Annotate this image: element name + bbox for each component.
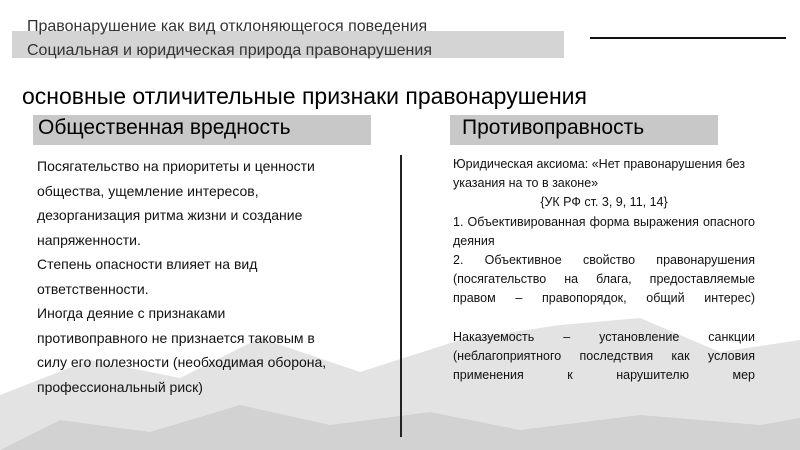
- legal-axiom: Юридическая аксиома: «Нет правонарушения без указания на то в законе»: [453, 157, 746, 191]
- column-heading-unlawfulness: Противоправность: [462, 116, 645, 139]
- harm-paragraph-1: Посягательство на приоритеты и ценности общества, ущемление интересов, дезорганизация ритма жизни и создание напряженности.: [37, 158, 315, 248]
- decorative-rule: [590, 37, 786, 39]
- header-subtitle-1: Правонарушение как вид отклоняющегося поведения: [27, 18, 428, 35]
- criminal-code-reference: {УК РФ ст. 3, 9, 11, 14}: [540, 195, 668, 210]
- slide-title: основные отличительные признаки правонарушения: [22, 83, 587, 109]
- harm-paragraph-2: Степень опасности влияет на вид ответственности.: [37, 256, 258, 297]
- harm-paragraph-3: Иногда деяние с признаками противоправного не признается таковым в силу его полезности (необходимая оборона, профессиональный риск): [37, 305, 327, 395]
- column-heading-harm: Общественная вредность: [38, 116, 291, 139]
- paragraph-gap: [453, 309, 755, 328]
- right-column-text: [453, 155, 755, 385]
- left-column-text: [37, 154, 329, 399]
- column-divider: [400, 155, 402, 437]
- header-subtitle-2: Социальная и юридическая природа правонарушения: [27, 42, 432, 59]
- unlawfulness-item-1: 1. Объективированная форма выражения опасного деяния: [453, 214, 755, 248]
- unlawfulness-item-2: 2. Объективное свойство правонарушения (посягательство на блага, предоставляемые правом – правопорядок, общий интерес): [453, 253, 755, 306]
- punishability-text: Наказуемость – установление санкции (неблагоприятного последствия как условия применения к нарушителю мер: [453, 329, 755, 383]
